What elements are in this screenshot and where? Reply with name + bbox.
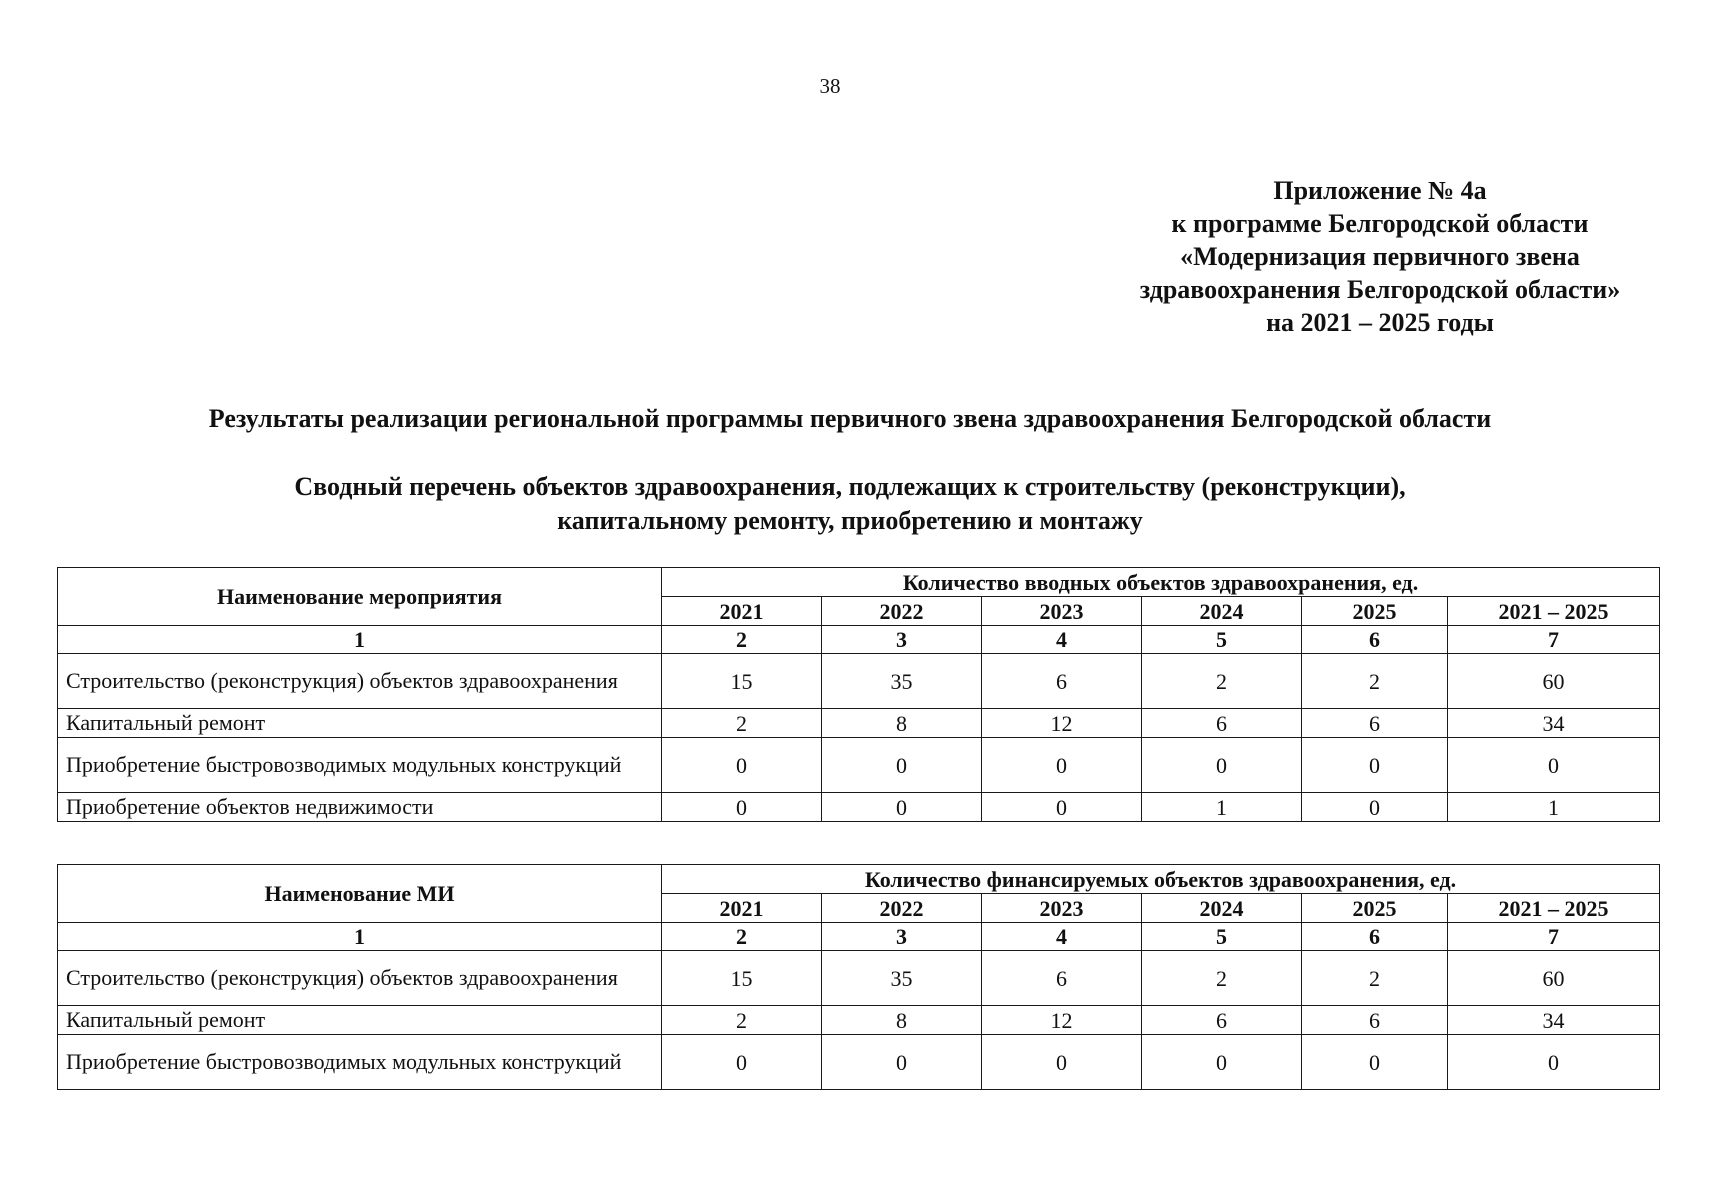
- row-name: Строительство (реконструкция) объектов здравоохранения: [58, 951, 662, 1006]
- appendix-block: [1090, 174, 1670, 339]
- cell-value: 6: [1142, 709, 1302, 738]
- appendix-line: на 2021 – 2025 годы: [1266, 308, 1494, 337]
- year-header: 2024: [1142, 597, 1302, 626]
- row-name: Приобретение быстровозводимых модульных конструкций: [58, 738, 662, 793]
- group-column-header: Количество вводных объектов здравоохранения, ед.: [662, 568, 1660, 597]
- year-header: 2022: [822, 597, 982, 626]
- column-number: 3: [822, 923, 982, 951]
- cell-value: 6: [1142, 1006, 1302, 1035]
- column-number: 2: [662, 626, 822, 654]
- cell-value: 0: [1302, 793, 1448, 822]
- column-number: 5: [1142, 923, 1302, 951]
- year-header: 2021: [662, 597, 822, 626]
- row-name: Капитальный ремонт: [58, 709, 662, 738]
- column-number: 7: [1448, 626, 1660, 654]
- column-number: 5: [1142, 626, 1302, 654]
- group-column-header: Количество финансируемых объектов здравоохранения, ед.: [662, 865, 1660, 894]
- appendix-line: «Модернизация первичного звена: [1180, 242, 1580, 271]
- cell-value: 2: [1142, 654, 1302, 709]
- row-name: Приобретение быстровозводимых модульных конструкций: [58, 1035, 662, 1090]
- column-number: 1: [58, 923, 662, 951]
- cell-value: 8: [822, 1006, 982, 1035]
- cell-value: 1: [1448, 793, 1660, 822]
- financed-objects-table: [57, 864, 1660, 1090]
- column-number: 4: [982, 626, 1142, 654]
- cell-value: 0: [1448, 1035, 1660, 1090]
- name-column-header: Наименование МИ: [58, 865, 662, 923]
- year-header: 2025: [1302, 597, 1448, 626]
- cell-value: 6: [982, 951, 1142, 1006]
- cell-value: 0: [1302, 1035, 1448, 1090]
- cell-value: 0: [1142, 1035, 1302, 1090]
- subtitle-line-1: Сводный перечень объектов здравоохранения, подлежащих к строительству (реконструкции),: [294, 472, 1406, 501]
- document-title: Результаты реализации региональной программы первичного звена здравоохранения Белгородской области: [208, 404, 1492, 433]
- subtitle-line-2: капитальному ремонту, приобретению и монтажу: [557, 506, 1143, 535]
- page-number: 38: [819, 74, 841, 98]
- cell-value: 0: [662, 793, 822, 822]
- cell-value: 12: [982, 709, 1142, 738]
- cell-value: 2: [662, 1006, 822, 1035]
- cell-value: 0: [1142, 738, 1302, 793]
- cell-value: 0: [982, 1035, 1142, 1090]
- year-header: 2021: [662, 894, 822, 923]
- cell-value: 34: [1448, 1006, 1660, 1035]
- cell-value: 0: [662, 738, 822, 793]
- cell-value: 2: [662, 709, 822, 738]
- commissioned-objects-table: [57, 567, 1660, 822]
- table-row: [58, 793, 1660, 822]
- appendix-line: Приложение № 4а: [1273, 176, 1487, 205]
- cell-value: 0: [662, 1035, 822, 1090]
- cell-value: 12: [982, 1006, 1142, 1035]
- year-header: 2023: [982, 894, 1142, 923]
- column-number: 2: [662, 923, 822, 951]
- cell-value: 0: [822, 738, 982, 793]
- appendix-line: к программе Белгородской области: [1171, 209, 1589, 238]
- column-number: 6: [1302, 626, 1448, 654]
- cell-value: 0: [1448, 738, 1660, 793]
- year-header: 2021 – 2025: [1448, 597, 1660, 626]
- cell-value: 15: [662, 951, 822, 1006]
- year-header: 2021 – 2025: [1448, 894, 1660, 923]
- cell-value: 0: [982, 738, 1142, 793]
- cell-value: 60: [1448, 654, 1660, 709]
- document-subtitle: [0, 470, 1700, 538]
- year-header: 2022: [822, 894, 982, 923]
- row-name: Капитальный ремонт: [58, 1006, 662, 1035]
- cell-value: 6: [1302, 1006, 1448, 1035]
- cell-value: 0: [822, 793, 982, 822]
- year-header: 2025: [1302, 894, 1448, 923]
- cell-value: 2: [1142, 951, 1302, 1006]
- appendix-line: здравоохранения Белгородской области»: [1139, 275, 1621, 304]
- column-number: 1: [58, 626, 662, 654]
- cell-value: 0: [982, 793, 1142, 822]
- cell-value: 0: [1302, 738, 1448, 793]
- cell-value: 6: [1302, 709, 1448, 738]
- cell-value: 60: [1448, 951, 1660, 1006]
- table-row: [58, 738, 1660, 793]
- table-row: [58, 709, 1660, 738]
- cell-value: 2: [1302, 654, 1448, 709]
- cell-value: 1: [1142, 793, 1302, 822]
- column-number: 3: [822, 626, 982, 654]
- column-number: 4: [982, 923, 1142, 951]
- cell-value: 6: [982, 654, 1142, 709]
- year-header: 2024: [1142, 894, 1302, 923]
- table-row: [58, 951, 1660, 1006]
- row-name: Строительство (реконструкция) объектов здравоохранения: [58, 654, 662, 709]
- table-row: [58, 1035, 1660, 1090]
- cell-value: 15: [662, 654, 822, 709]
- cell-value: 34: [1448, 709, 1660, 738]
- cell-value: 35: [822, 654, 982, 709]
- table-row: [58, 654, 1660, 709]
- table-row: [58, 1006, 1660, 1035]
- row-name: Приобретение объектов недвижимости: [58, 793, 662, 822]
- cell-value: 8: [822, 709, 982, 738]
- cell-value: 2: [1302, 951, 1448, 1006]
- year-header: 2023: [982, 597, 1142, 626]
- column-number: 6: [1302, 923, 1448, 951]
- cell-value: 0: [822, 1035, 982, 1090]
- cell-value: 35: [822, 951, 982, 1006]
- name-column-header: Наименование мероприятия: [58, 568, 662, 626]
- column-number: 7: [1448, 923, 1660, 951]
